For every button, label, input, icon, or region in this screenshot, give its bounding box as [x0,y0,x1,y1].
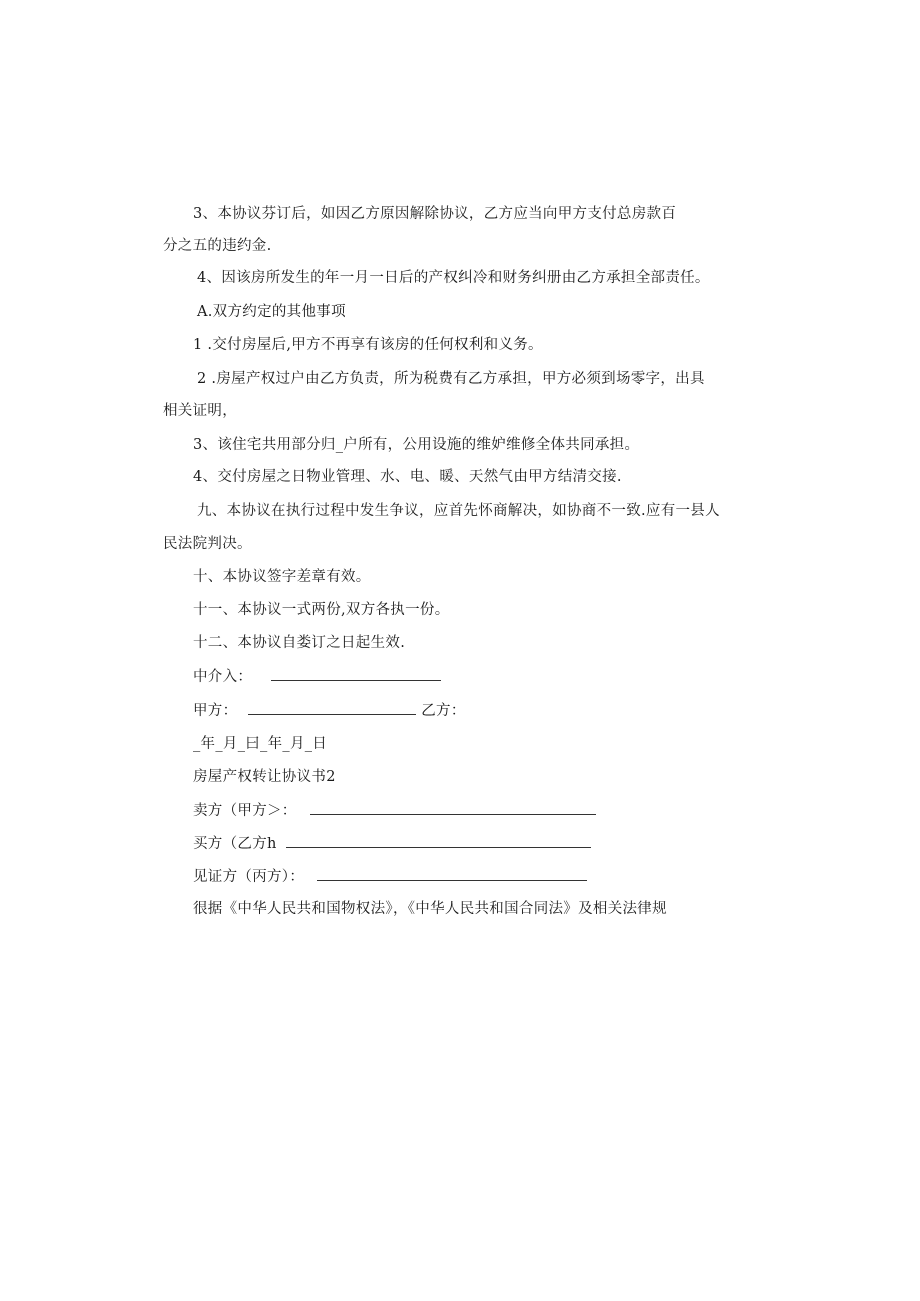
clause-9-line1: 九、本协议在执行过程中发生争议，应首先怀商解决，如协商不一致.应有一县人 [197,503,720,519]
item-1: 1 .交付房屋后,甲方不再享有该房的任何权利和义务。 [193,337,543,353]
item-4: 4、交付房屋之日物业管理、水、电、暖、天然气由甲方结清交接. [193,469,622,485]
date-line: _年_月_曰_年_月_日 [193,736,328,752]
buyer-line [193,833,591,854]
party-signature-line [193,700,466,721]
item-2-line2: 相关证明， [163,403,237,419]
item-2-line1: 2 .房屋产权过户由乙方负责，所为税费有乙方承担，甲方必须到场零字，出具 [197,371,705,387]
second-agreement-title: 房屋产权转让协议书2 [193,769,336,785]
clause-10: 十、本协议签字差章有效。 [193,569,371,585]
clause-11: 十一、本协议一式两份,双方各执一份。 [193,602,450,618]
witness-label: 见证方（丙方）： [193,869,305,885]
legal-basis-line: 很据《中华人民共和国物权法》，《中华人民共和国合同法》及相关法律规 [193,901,667,917]
seller-line [193,800,596,821]
clause-3-line1: 3、本协议芬订后，如因乙方原因解除协议，乙方应当向甲方支付总房款百 [193,206,677,222]
party-b-label: 乙方： [421,703,466,719]
clause-3-line2: 分之五的违约金. [163,238,272,254]
intermediary-label: 中介入： [193,669,253,685]
seller-label: 卖方（甲方＞： [193,803,297,819]
intermediary-signature-line [193,666,441,687]
witness-blank [317,866,587,881]
item-3: 3、该住宅共用部分归_户所有，公用设施的维妒维修全体共同承担。 [193,437,640,453]
clause-4: 4、因该房所发生的年一月一日后的产权纠冷和财务纠册由乙方承担全部责任。 [197,270,710,286]
party-a-label: 甲方： [193,703,238,719]
witness-line [193,866,587,887]
buyer-label: 买方（乙方h [193,836,277,852]
seller-blank [310,800,596,815]
clause-9-line2: 民法院判决。 [163,536,252,552]
party-a-blank [248,700,416,715]
other-matters-heading: A.双方约定的其他事项 [197,304,346,320]
clause-12: 十二、本协议自娄订之日起生效. [193,635,406,651]
intermediary-blank [271,666,441,681]
buyer-blank [286,833,591,848]
